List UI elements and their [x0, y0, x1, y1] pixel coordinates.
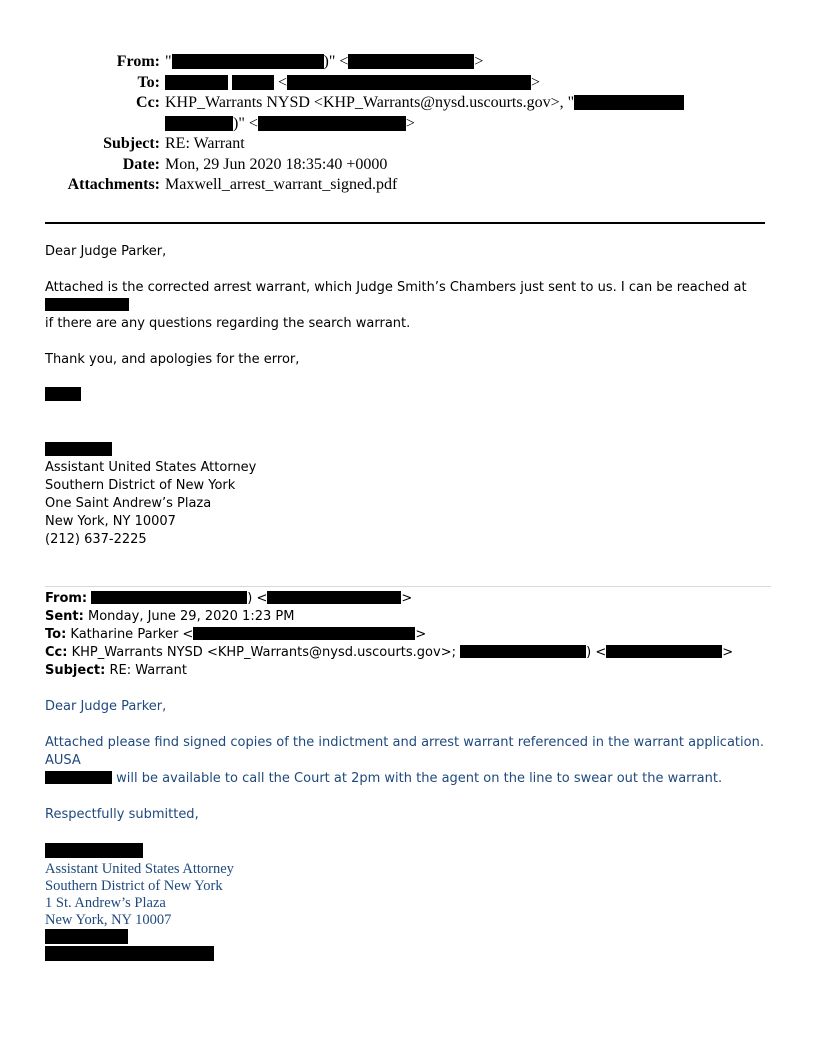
header-from-close: >: [474, 53, 484, 70]
message-para1-before: Attached is the corrected arrest warrant, which Judge Smith’s Chambers just sent to us. I can be reached at: [45, 280, 747, 295]
redaction-box: [348, 54, 474, 69]
redaction-box: [45, 298, 129, 311]
quoted-cc-text: KHP_Warrants NYSD <KHP_Warrants@nysd.uscourts.gov>;: [71, 645, 456, 660]
header-cc-label: Cc:: [136, 94, 160, 111]
quoted-sent-row: [45, 608, 775, 626]
header-to-open: <: [278, 73, 288, 91]
header-date-label: Date:: [122, 155, 160, 173]
redaction-box: [172, 54, 324, 69]
redaction-box: [258, 116, 406, 131]
redaction-box: [165, 75, 228, 90]
quoted-cc-label: Cc:: [45, 645, 68, 660]
redaction-box: [45, 843, 143, 858]
quoted-cc-mid: ) <: [586, 645, 607, 660]
signature-address2: New York, NY 10007: [45, 514, 176, 529]
quoted-signature: [45, 843, 445, 963]
quoted-para1-line2: will be available to call the Court at 2pm with the agent on the line to swear out the warrant.: [116, 771, 723, 786]
redaction-box: [287, 75, 531, 90]
quoted-signature-address1: 1 St. Andrew’s Plaza: [45, 895, 166, 911]
header-date-row: [0, 155, 800, 176]
quoted-sent-label: Sent:: [45, 609, 84, 624]
header-to-label: To:: [137, 73, 160, 91]
quoted-sent-value: Monday, June 29, 2020 1:23 PM: [88, 609, 295, 624]
redaction-box: [45, 929, 128, 944]
redaction-box: [232, 75, 274, 90]
quoted-signature-office: Southern District of New York: [45, 878, 223, 894]
quoted-subject-row: [45, 662, 775, 680]
quoted-para1-line1: Attached please find signed copies of the indictment and arrest warrant referenced in the warrant application. AUSA: [45, 735, 764, 768]
message-greeting: Dear Judge Parker,: [45, 244, 167, 259]
quoted-message-header: [45, 590, 775, 680]
quoted-from-label: From:: [45, 591, 88, 606]
quoted-cc-row: [45, 644, 775, 662]
header-rule: [45, 222, 765, 224]
quoted-signature-title: Assistant United States Attorney: [45, 861, 234, 877]
redaction-box: [45, 442, 112, 456]
header-cc-row: [0, 93, 800, 134]
quoted-to-row: [45, 626, 775, 644]
header-from-label: From:: [116, 53, 160, 70]
quoted-from-close: >: [401, 591, 413, 606]
redaction-box: [45, 946, 214, 961]
email-header: [0, 52, 800, 196]
quoted-from-mid: ) <: [247, 591, 268, 606]
header-subject-row: [0, 134, 800, 155]
message-signature: [45, 441, 445, 549]
quoted-from-row: [45, 590, 775, 608]
quoted-to-label: To:: [45, 627, 67, 642]
header-attachments-value: Maxwell_arrest_warrant_signed.pdf: [165, 176, 398, 193]
header-from-quote-open: ": [165, 53, 172, 70]
redaction-box: [606, 645, 722, 658]
quoted-subject-label: Subject:: [45, 663, 106, 678]
message-closing: Thank you, and apologies for the error,: [45, 352, 300, 367]
signature-office: Southern District of New York: [45, 478, 236, 493]
quoted-greeting: Dear Judge Parker,: [45, 699, 167, 714]
header-cc-text: KHP_Warrants NYSD <KHP_Warrants@nysd.uscourts.gov>, ": [165, 94, 575, 111]
header-date-value: Mon, 29 Jun 2020 18:35:40 +0000: [165, 155, 388, 173]
quoted-subject-value: RE: Warrant: [109, 663, 187, 678]
redaction-box: [460, 645, 586, 658]
redaction-box: [193, 627, 415, 640]
header-from-row: [0, 52, 800, 73]
quoted-closing: Respectfully submitted,: [45, 807, 199, 822]
header-attachments-label: Attachments:: [67, 176, 160, 193]
redaction-box: [267, 591, 401, 604]
redaction-box: [45, 771, 112, 784]
signature-address1: One Saint Andrew’s Plaza: [45, 496, 212, 511]
signature-phone: (212) 637-2225: [45, 532, 147, 547]
header-to-close: >: [531, 73, 541, 91]
header-from-quote-close: )" <: [323, 53, 349, 70]
header-attachments-row: [0, 175, 800, 196]
header-subject-label: Subject:: [103, 135, 160, 152]
signature-title: Assistant United States Attorney: [45, 460, 257, 475]
redaction-box: [45, 387, 81, 401]
quoted-message-body: [45, 698, 775, 824]
header-subject-value: RE: Warrant: [165, 135, 245, 152]
quoted-paragraph: [45, 734, 775, 788]
header-cc-line2-mid: )" <: [233, 114, 258, 132]
header-to-row: [0, 73, 800, 94]
header-cc-line2-close: >: [405, 114, 415, 132]
quoted-to-name: Katharine Parker <: [70, 627, 194, 642]
redaction-box: [91, 591, 247, 604]
quoted-to-close: >: [415, 627, 427, 642]
redaction-box: [574, 95, 684, 110]
quoted-signature-address2: New York, NY 10007: [45, 912, 172, 928]
quoted-cc-close: >: [722, 645, 734, 660]
message-body: [45, 243, 775, 405]
redaction-box: [165, 116, 233, 131]
quoted-message-divider: [45, 586, 771, 587]
message-para1-after: if there are any questions regarding the search warrant.: [45, 316, 411, 331]
message-paragraph: [45, 279, 775, 333]
